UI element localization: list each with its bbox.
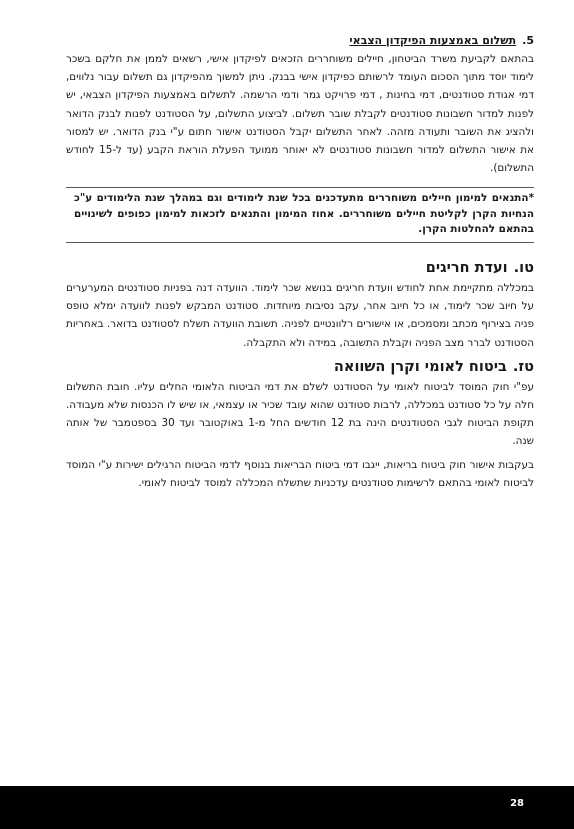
- section-tet-heading: [66, 257, 534, 279]
- section-5-number: 5.: [522, 34, 534, 47]
- section-5-body: בהתאם לקביעת משרד הביטחון, חיילים משוחררים הזכאים לפיקדון אישי, רשאים לממן את חלקם בשכר לימוד יוסד מתוך הסכום העומד לרשותם כפיקדון אישי בבנק. ניתן למשוך מהפיקדון גם תשלום עבור נלווים, דמי אגודת סטודנטים, דמי בחינות , דמי פרויקט גמר ודמי הרשמה. לתשלום באמצעות הפיקדון הצבאי, יש לפנות למדור חשבונות סטודנטים לקבלת שובר תשלום. לביצוע התשלום, על הסטודנט לפנות לבנק הדואר ולהציג את השובר ותעודה מזהה. לאחר התשלום יקבל הסטודנט אישור חתום ע"י בנק הדואר. יש למסור את אישור התשלום למדור חשבונות סטודנטים לא יאוחר ממועד הפעלת הוראת הקבע (עד ל-15 לחודש התשלום).: [66, 53, 534, 175]
- page-number: 28: [510, 798, 524, 809]
- section-5-heading: [66, 33, 534, 49]
- section-tet-body: במכללה מתקיימת אחת לחודש וועדת חריגים בנושא שכר לימוד. הוועדה דנה בפניות סטודנטים המערערים על חיוב שכר לימוד, או כל חיוב אחר, עקב נסיבות מיוחדות. סטודנט המבקש לפנות לוועדה ימלא טופס פניה בצירוף מכתב ומסמכים, או אישורים רלוונטיים לפניה. תשובת הוועדה תשלח לסטודנט בדואר. באחריות הסטודנט לברר מצב הפניה וקבלת התשובה, במידה ולא התקבלה.: [66, 281, 534, 349]
- section-5-title: תשלום באמצעות הפיקדון הצבאי: [349, 34, 517, 47]
- section-tz-heading: [66, 356, 534, 378]
- section-tz-body-1: עפ"י חוק המוסד לביטוח לאומי על הסטודנט לשלם את דמי הביטוח הלאומי החלים עליו. חובת התשלום חלה על כל סטודנט במכללה, לרבות סטודנט שהוא עובד שכיר או עצמאי, או שיש לו הכנסות שלא מעבודה. תקופת הביטוח לגבי הסטודנטים הינה בת 12 חודשים החל מ-1 באוקטובר ועד 30 בספטמבר של אותה שנה.: [66, 380, 534, 448]
- section-tz-title: ביטוח לאומי וקרן השוואה: [333, 358, 507, 375]
- note-asterisk: *: [528, 192, 534, 205]
- funding-note: [66, 188, 534, 242]
- note-bottom-divider: [66, 242, 534, 243]
- section-tet-title: ועדת חריגים: [425, 259, 508, 276]
- note-text: התנאים למימון חיילים משוחררים מתעדכנים בכל שנת לימודים וגם במהלך שנת הלימודים ע"כ הנחיות הקרן לקליטת חיילים משוחררים. אחוז המימון והתנאים לזכאות למימון כפופים לשינויים בהתאם להחלטות הקרן.: [74, 192, 534, 236]
- section-tet-number: טו.: [513, 259, 534, 276]
- page-content: [66, 33, 534, 492]
- page-footer-bar: [0, 786, 574, 829]
- section-tz-number: טז.: [512, 358, 534, 375]
- section-tz-body-2: בעקבות אישור חוק ביטוח בריאות, ייגבו דמי ביטוח הבריאות בנוסף לדמי הביטוח הרגילים ישירות ע"י המוסד לביטוח לאומי בהתאם לרשימות סטודנטים עדכניות שתשלח המכללה למוסד לביטוח לאומי.: [66, 458, 534, 489]
